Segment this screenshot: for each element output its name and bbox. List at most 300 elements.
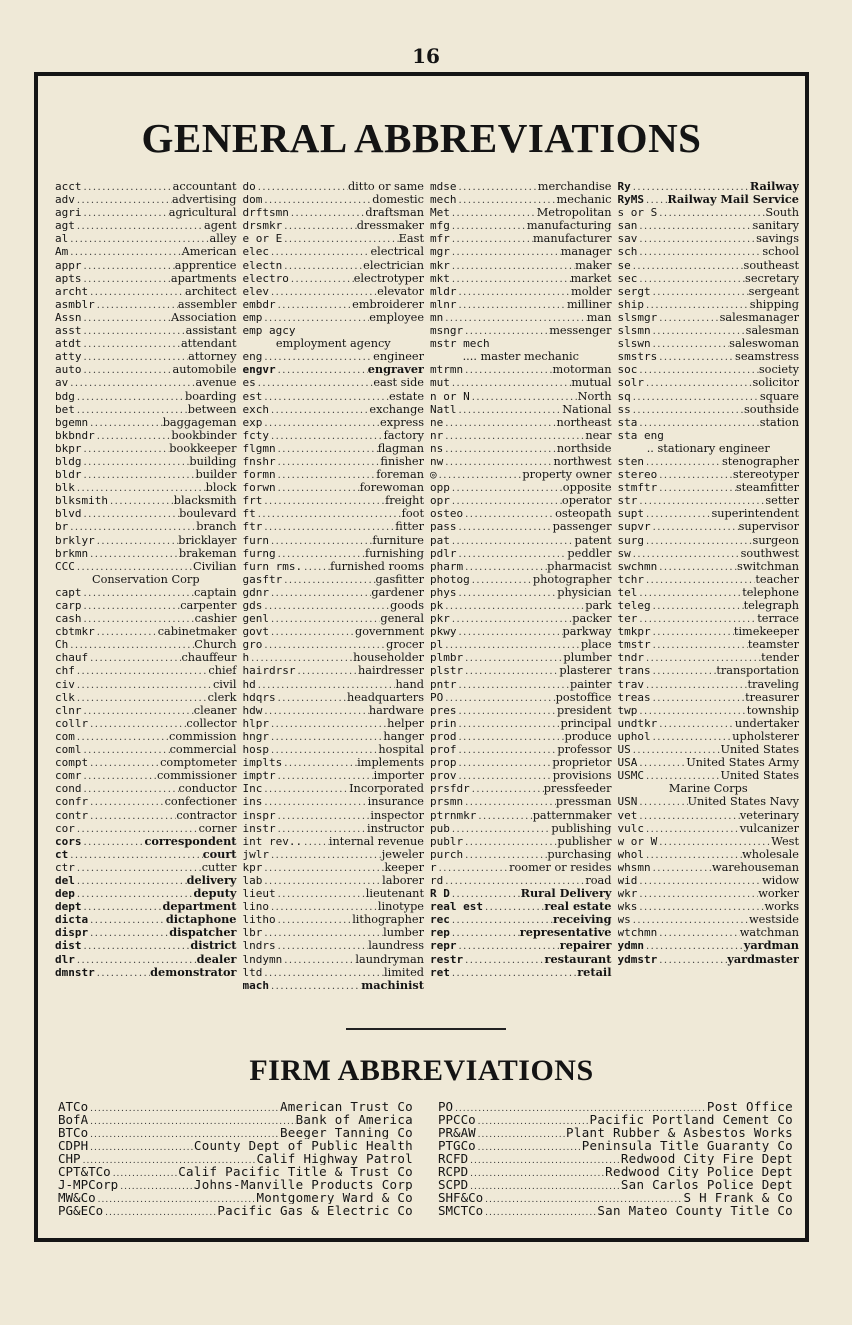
abbreviation-meaning: upholsterer xyxy=(732,729,799,743)
abbreviation-entry xyxy=(430,272,612,285)
abbreviation-entry xyxy=(618,259,800,272)
dot-leader xyxy=(450,495,562,507)
abbreviation-meaning: school xyxy=(762,245,799,259)
dot-leader xyxy=(75,823,199,835)
abbreviation: pk xyxy=(430,599,444,612)
dot-leader xyxy=(75,220,204,232)
abbreviation-entry xyxy=(618,887,800,900)
abbreviation-entry xyxy=(618,324,800,337)
dot-leader xyxy=(269,535,372,547)
abbreviation: dept xyxy=(55,900,82,914)
abbreviation-meaning: telegraph xyxy=(743,599,799,612)
dot-leader xyxy=(470,574,533,586)
abbreviation-meaning: widow xyxy=(762,873,799,887)
dot-leader xyxy=(282,757,357,769)
abbreviation-meaning: hanger xyxy=(383,729,424,743)
dot-leader xyxy=(644,299,750,311)
firm-entry xyxy=(58,1113,413,1126)
abbreviation-entry xyxy=(618,691,800,704)
dot-leader xyxy=(450,888,521,900)
abbreviation-entry xyxy=(430,337,612,350)
abbreviation-meaning: linotype xyxy=(377,900,424,914)
abbreviation-entry xyxy=(243,756,425,769)
dot-leader xyxy=(88,417,163,429)
abbreviation: sten xyxy=(617,454,644,468)
abbreviation-meaning: place xyxy=(580,638,612,652)
abbreviation-meaning: saleswoman xyxy=(729,337,799,351)
abbreviation-entry xyxy=(243,350,425,363)
dot-leader xyxy=(82,181,173,193)
dot-leader xyxy=(75,679,213,691)
abbreviation-entry xyxy=(618,848,800,861)
abbreviation: atdt xyxy=(55,337,82,351)
abbreviation: exp xyxy=(242,415,263,429)
abbreviation-meaning: transportation xyxy=(716,664,799,678)
abbreviation-entry xyxy=(55,180,237,193)
dot-leader xyxy=(269,246,370,258)
abbreviation: repr xyxy=(430,939,457,953)
abbreviation-entry xyxy=(55,232,237,245)
abbreviation: mldr xyxy=(430,284,457,298)
abbreviation-entry xyxy=(55,953,237,966)
abbreviation-entry xyxy=(618,429,800,442)
abbreviation: br xyxy=(55,520,69,534)
abbreviation: bldr xyxy=(55,468,82,482)
abbreviation-entry xyxy=(55,520,237,533)
abbreviation-meaning: blacksmith xyxy=(173,494,237,508)
dot-leader xyxy=(75,692,208,704)
abbreviation-meaning: laundryman xyxy=(355,952,424,966)
dot-leader xyxy=(82,364,173,376)
abbreviation: es xyxy=(242,376,256,390)
abbreviation-entry xyxy=(430,259,612,272)
abbreviation: agt xyxy=(55,219,75,233)
abbreviation-entry xyxy=(430,782,612,795)
abbreviation-entry xyxy=(618,350,800,363)
abbreviation-entry xyxy=(618,416,800,429)
abbreviation-entry xyxy=(55,664,237,677)
abbreviation: vulc xyxy=(617,821,644,835)
dot-leader xyxy=(644,823,740,835)
dot-leader xyxy=(631,181,750,193)
dot-leader xyxy=(75,954,197,966)
dot-leader xyxy=(276,770,374,782)
abbreviation-entry xyxy=(618,939,800,952)
abbreviation-meaning: factory xyxy=(383,428,424,442)
abbreviation-entry xyxy=(55,717,237,730)
dot-leader xyxy=(68,849,202,861)
abbreviation: whsmn xyxy=(617,860,651,874)
abbreviation: ss xyxy=(617,402,631,416)
firm-name: Plant Rubber & Asbestos Works xyxy=(566,1126,793,1139)
dot-leader xyxy=(269,849,382,861)
dot-leader xyxy=(88,914,166,926)
abbreviation: frt xyxy=(242,494,263,508)
abbreviation: blksmith xyxy=(55,494,108,508)
abbreviation: av xyxy=(55,376,69,390)
abbreviation: cors xyxy=(55,834,82,848)
dot-leader xyxy=(450,927,520,939)
abbreviation-column-4 xyxy=(615,180,803,1000)
abbreviation-meaning: finisher xyxy=(380,454,424,468)
abbreviation: litho xyxy=(242,913,276,927)
dot-leader xyxy=(450,207,537,219)
abbreviation-entry xyxy=(243,848,425,861)
abbreviation-meaning: provisions xyxy=(552,769,612,783)
abbreviation: mgr xyxy=(430,245,450,259)
abbreviation: CCC xyxy=(55,559,75,573)
abbreviation-entry xyxy=(243,193,425,206)
abbreviation: fcty xyxy=(242,428,269,442)
dot-leader xyxy=(276,823,367,835)
abbreviation: cor xyxy=(55,821,75,835)
abbreviation-meaning: westside xyxy=(748,913,799,927)
firm-name: County Dept of Public Health xyxy=(193,1139,413,1152)
dot-leader xyxy=(651,325,746,337)
abbreviation-meaning: patternmaker xyxy=(532,808,612,822)
dot-leader xyxy=(75,404,188,416)
abbreviation-entry xyxy=(55,507,237,520)
abbreviation: gds xyxy=(242,599,263,612)
abbreviation: swchmn xyxy=(617,559,658,573)
abbreviation-meaning: automobile xyxy=(172,363,237,377)
abbreviation: slsmn xyxy=(617,324,651,338)
abbreviation-meaning: retail xyxy=(577,965,612,979)
dot-leader xyxy=(269,718,387,730)
firm-abbreviation: RCPD xyxy=(438,1165,469,1178)
dot-leader xyxy=(269,744,378,756)
abbreviation-meaning: commissioner xyxy=(156,769,237,783)
abbreviation-meaning: embroiderer xyxy=(352,297,424,311)
abbreviation-meaning: grocer xyxy=(386,638,424,652)
abbreviation-entry xyxy=(430,547,612,560)
dot-leader xyxy=(269,731,383,743)
abbreviation-meaning: veterinary xyxy=(739,808,799,822)
abbreviation-entry xyxy=(55,206,237,219)
abbreviation-entry xyxy=(55,390,237,403)
abbreviation: hdw xyxy=(242,703,263,717)
abbreviation-meaning: wholesale xyxy=(742,847,799,861)
abbreviation-meaning: lithographer xyxy=(352,913,424,927)
abbreviation-entry xyxy=(430,507,612,520)
abbreviation-meaning: physician xyxy=(557,585,612,599)
abbreviation-meaning: east side xyxy=(373,376,424,390)
dot-leader xyxy=(262,967,384,979)
abbreviation-entry xyxy=(243,900,425,913)
abbreviation-entry xyxy=(618,704,800,717)
dot-leader xyxy=(282,220,356,232)
abbreviation-entry xyxy=(55,285,237,298)
abbreviation-entry xyxy=(618,468,800,481)
abbreviation-meaning: roomer or resides xyxy=(509,860,612,874)
dot-leader xyxy=(75,888,194,900)
dot-leader xyxy=(443,312,587,324)
abbreviation-meaning: dictaphone xyxy=(165,913,237,927)
dot-leader xyxy=(483,1194,683,1204)
abbreviation: vet xyxy=(617,808,638,822)
dot-leader xyxy=(443,430,585,442)
abbreviation: ltd xyxy=(242,965,263,979)
abbreviation-meaning: packer xyxy=(572,612,612,626)
firm-name: Pacific Portland Cement Co xyxy=(589,1113,793,1126)
abbreviation: cond xyxy=(55,782,82,796)
abbreviation: Ry xyxy=(617,180,631,193)
abbreviation: mkt xyxy=(430,271,450,285)
abbreviation-entry xyxy=(55,743,237,756)
abbreviation-entry xyxy=(243,887,425,900)
abbreviation: ctr xyxy=(55,860,75,874)
dot-leader xyxy=(644,508,711,520)
abbreviation-meaning: bookbinder xyxy=(171,428,237,442)
abbreviation-entry xyxy=(243,966,425,979)
abbreviation-entry xyxy=(618,874,800,887)
abbreviation-meaning: accountant xyxy=(172,180,237,193)
abbreviation-entry xyxy=(618,376,800,389)
dot-leader xyxy=(644,679,748,691)
abbreviation-entry xyxy=(243,311,425,324)
abbreviation-meaning: township xyxy=(746,703,799,717)
abbreviation-entry xyxy=(55,704,237,717)
abbreviation-meaning: hand xyxy=(395,677,424,691)
dot-leader xyxy=(657,718,735,730)
dot-leader xyxy=(651,639,748,651)
abbreviation-meaning: plumber xyxy=(563,651,612,665)
abbreviation-meaning: district xyxy=(190,939,237,953)
dot-leader xyxy=(657,561,737,573)
abbreviation-entry xyxy=(430,691,612,704)
abbreviation-meaning: president xyxy=(557,703,612,717)
abbreviation-meaning-continued: .. stationary engineer xyxy=(646,441,770,455)
abbreviation: supvr xyxy=(617,520,651,534)
dot-leader xyxy=(95,535,179,547)
abbreviation-entry xyxy=(55,795,237,808)
abbreviation-entry xyxy=(55,782,237,795)
dot-leader xyxy=(88,757,160,769)
abbreviation-meaning: electrician xyxy=(363,258,424,272)
dot-leader xyxy=(476,810,532,822)
dot-leader xyxy=(463,665,559,677)
abbreviation-meaning: gardener xyxy=(371,585,424,599)
abbreviation-entry xyxy=(243,206,425,219)
dot-leader xyxy=(82,940,191,952)
dot-leader xyxy=(108,495,174,507)
abbreviation-meaning: northeast xyxy=(556,415,612,429)
abbreviation-meaning: apprentice xyxy=(174,258,237,272)
abbreviation-meaning: draftsman xyxy=(365,206,424,220)
abbreviation: prof xyxy=(430,743,457,757)
abbreviation: engvr xyxy=(242,363,276,377)
dot-leader xyxy=(262,312,369,324)
abbreviation-meaning: dressmaker xyxy=(356,219,424,233)
abbreviation-entry xyxy=(618,651,800,664)
abbreviation: est xyxy=(242,389,263,403)
dot-leader xyxy=(468,1155,621,1165)
dot-leader xyxy=(269,430,384,442)
dot-leader xyxy=(75,862,202,874)
abbreviation-meaning: agent xyxy=(204,219,237,233)
abbreviation: bkbndr xyxy=(55,428,95,442)
abbreviation-meaning: general xyxy=(380,612,424,626)
abbreviation: ptrnmkr xyxy=(430,808,477,822)
abbreviation: prin xyxy=(430,716,457,730)
abbreviation: wid xyxy=(617,873,638,887)
abbreviation-entry xyxy=(243,494,425,507)
abbreviation-column-3 xyxy=(427,180,615,1000)
dot-leader xyxy=(75,194,172,206)
abbreviation: sta eng xyxy=(617,428,664,442)
abbreviation-meaning: builder xyxy=(195,468,237,482)
abbreviation-meaning: jeweler xyxy=(381,847,424,861)
abbreviation: undtkr xyxy=(617,716,658,730)
dot-leader xyxy=(276,940,369,952)
dot-leader xyxy=(443,456,553,468)
dot-leader xyxy=(82,613,195,625)
dot-leader xyxy=(82,260,175,272)
abbreviation: ret xyxy=(430,965,450,979)
abbreviation-meaning: importer xyxy=(373,769,424,783)
dot-leader xyxy=(443,443,557,455)
abbreviation: restr xyxy=(430,952,464,966)
abbreviation-meaning: South xyxy=(765,206,799,220)
abbreviation-meaning: electrotyper xyxy=(353,271,424,285)
abbreviation-entry xyxy=(243,678,425,691)
abbreviation-entry xyxy=(55,429,237,442)
abbreviation-entry xyxy=(618,560,800,573)
abbreviation-meaning: Incorporated xyxy=(349,782,424,796)
abbreviation-meaning: avenue xyxy=(195,376,237,390)
dot-leader xyxy=(644,849,742,861)
dot-leader xyxy=(262,796,367,808)
abbreviation-meaning: yardmaster xyxy=(727,952,799,966)
abbreviation-entry xyxy=(430,678,612,691)
abbreviation: photog xyxy=(430,572,470,586)
dot-leader xyxy=(82,901,163,913)
abbreviation: hd xyxy=(242,677,256,691)
abbreviation: tmkpr xyxy=(617,625,651,639)
abbreviation: comr xyxy=(55,769,82,783)
abbreviation-meaning: boulevard xyxy=(179,507,237,521)
dot-leader xyxy=(453,1103,707,1113)
firm-name: Redwood City Fire Dept xyxy=(620,1152,793,1165)
dot-leader xyxy=(262,495,385,507)
abbreviation-entry xyxy=(243,547,425,560)
abbreviation-entry xyxy=(430,376,612,389)
dot-leader xyxy=(657,207,765,219)
abbreviation-meaning: attendant xyxy=(180,337,237,351)
abbreviation-meaning: timekeeper xyxy=(733,625,799,639)
general-abbreviations-title: GENERAL ABBREVIATIONS xyxy=(141,115,702,161)
abbreviation: blvd xyxy=(55,507,82,521)
abbreviation-entry xyxy=(243,285,425,298)
abbreviation: elev xyxy=(242,284,269,298)
abbreviation: treas xyxy=(617,690,651,704)
dot-leader xyxy=(637,888,758,900)
dot-leader xyxy=(95,299,178,311)
abbreviation-entry xyxy=(618,926,800,939)
abbreviation-meaning: Railway xyxy=(749,180,799,193)
abbreviation-meaning: comptometer xyxy=(160,756,237,770)
abbreviation-entry xyxy=(243,259,425,272)
dot-leader xyxy=(457,718,561,730)
abbreviation-meaning: foot xyxy=(401,507,424,521)
dot-leader xyxy=(644,574,755,586)
dot-leader xyxy=(637,613,757,625)
dot-leader xyxy=(276,548,365,560)
abbreviation-meaning: passenger xyxy=(552,520,612,534)
abbreviation: instr xyxy=(242,821,276,835)
abbreviation-entry xyxy=(55,678,237,691)
abbreviation-entry xyxy=(618,586,800,599)
abbreviation-entry xyxy=(618,953,800,966)
abbreviation-meaning: civil xyxy=(212,677,237,691)
dot-leader xyxy=(82,705,194,717)
abbreviation: gro xyxy=(242,638,263,652)
dot-leader xyxy=(96,1194,257,1204)
firm-abbreviation: PO xyxy=(438,1100,454,1113)
abbreviation: lbr xyxy=(242,926,263,940)
abbreviation: opp xyxy=(430,481,450,495)
abbreviation: chauf xyxy=(55,651,89,665)
dot-leader xyxy=(631,548,741,560)
abbreviation-entry xyxy=(243,704,425,717)
abbreviation: trav xyxy=(617,677,644,691)
abbreviation-meaning: furniture xyxy=(372,533,424,547)
abbreviation-meaning: publisher xyxy=(557,834,612,848)
abbreviation: eng xyxy=(242,350,263,364)
abbreviation-meaning: motorman xyxy=(552,363,612,377)
abbreviation: coml xyxy=(55,743,82,757)
firm-abbreviations xyxy=(58,1100,793,1217)
dot-leader xyxy=(269,626,355,638)
abbreviation-entry xyxy=(430,874,612,887)
abbreviation: clnr xyxy=(55,703,82,717)
dot-leader xyxy=(269,404,369,416)
abbreviation-entry xyxy=(430,403,612,416)
abbreviation-entry xyxy=(243,390,425,403)
dot-leader xyxy=(476,1116,590,1126)
dot-leader xyxy=(68,521,196,533)
dot-leader xyxy=(651,338,730,350)
abbreviation: furn xyxy=(242,533,269,547)
dot-leader xyxy=(282,233,398,245)
abbreviation: asst xyxy=(55,324,82,338)
abbreviation-entry xyxy=(55,756,237,769)
abbreviation-entry xyxy=(618,534,800,547)
abbreviation-entry xyxy=(618,455,800,468)
abbreviation: pkr xyxy=(430,612,450,626)
abbreviation: archt xyxy=(55,284,89,298)
abbreviation: ◎ xyxy=(430,468,437,482)
abbreviation-meaning: express xyxy=(380,415,424,429)
dot-leader xyxy=(651,692,745,704)
firm-entry xyxy=(58,1126,413,1139)
dot-leader xyxy=(637,875,762,887)
abbreviation: dom xyxy=(242,193,263,207)
firm-entry xyxy=(438,1152,793,1165)
dot-leader xyxy=(82,770,157,782)
firm-abbreviation: PR&AW xyxy=(438,1126,476,1139)
dot-leader xyxy=(276,456,381,468)
dot-leader xyxy=(269,613,380,625)
abbreviation-entry xyxy=(243,809,425,822)
abbreviation-meaning: sergeant xyxy=(748,284,799,298)
dot-leader xyxy=(302,836,329,848)
dot-leader xyxy=(295,665,357,677)
firm-entry xyxy=(438,1178,793,1191)
abbreviation-entry xyxy=(430,822,612,835)
abbreviation: gasftr xyxy=(242,572,283,586)
abbreviation: ydmn xyxy=(617,939,644,953)
